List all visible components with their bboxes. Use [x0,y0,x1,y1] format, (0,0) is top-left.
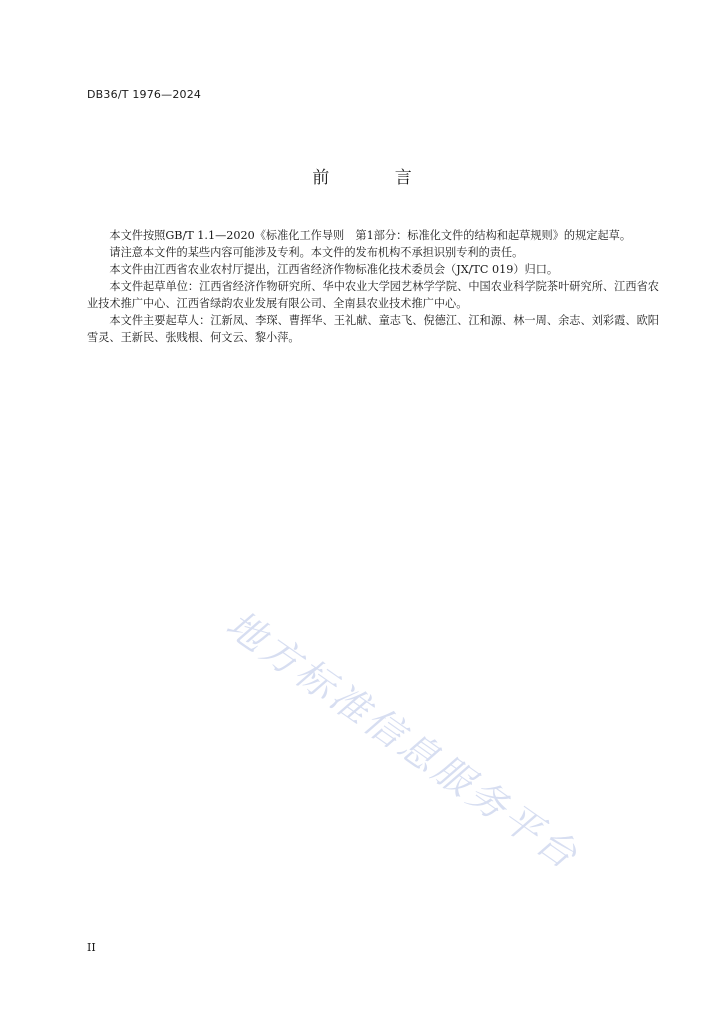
paragraph-drafting-units: 本文件起草单位：江西省经济作物研究所、华中农业大学园艺林学学院、中国农业科学院茶叶研究所、江西省农业技术推广中心、江西省绿韵农业发展有限公司、全南县农业技术推广中心。 [87,280,659,310]
document-code: DB36/T 1976—2024 [87,88,202,101]
page-title: 前 言 [312,168,442,188]
paragraph-patent-notice: 请注意本文件的某些内容可能涉及专利。本文件的发布机构不承担识别专利的责任。 [109,246,524,259]
foreword-body [87,227,659,346]
paragraph-drafting-rules: 本文件按照GB/T 1.1—2020《标准化工作导则 第1部分：标准化文件的结构和起草规则》的规定起草。 [109,229,632,242]
watermark-text: 地方标准信息服务平台 [218,601,588,879]
page-number: II [87,941,96,954]
paragraph-drafters: 本文件主要起草人：江新凤、李琛、曹挥华、王礼献、童志飞、倪德江、江和源、林一周、余志、刘彩霞、欧阳雪灵、王新民、张贱根、何文云、黎小萍。 [87,314,659,344]
paragraph-proposer: 本文件由江西省农业农村厅提出，江西省经济作物标准化技术委员会（JX/TC 019）归口。 [109,263,559,276]
